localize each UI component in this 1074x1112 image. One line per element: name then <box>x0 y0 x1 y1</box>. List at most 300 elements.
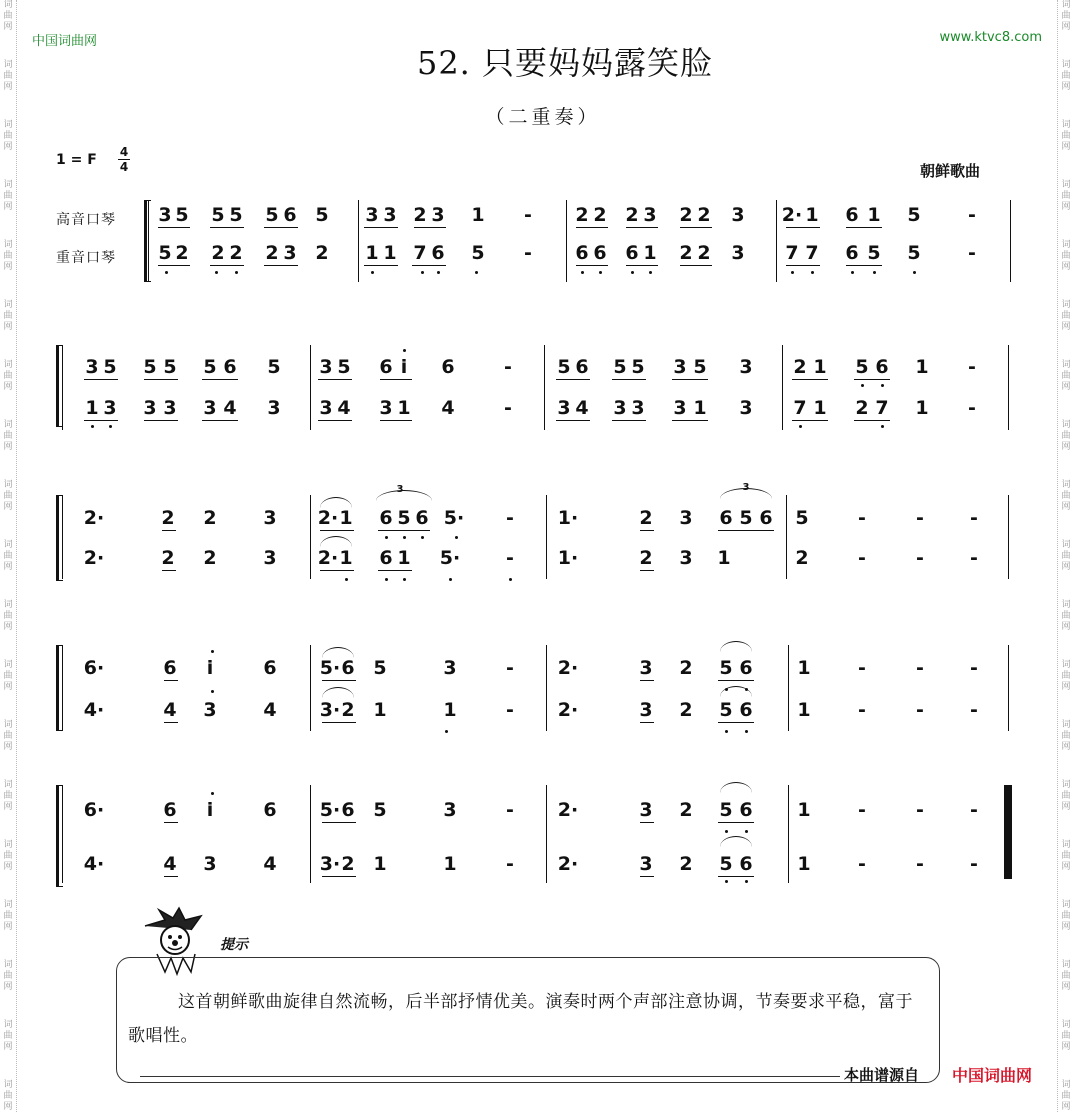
barline <box>62 785 63 883</box>
note: 6 <box>845 242 859 264</box>
note: 6· <box>83 799 105 821</box>
barline <box>786 495 787 579</box>
note: 1 <box>915 397 929 419</box>
note: 4· <box>83 853 105 875</box>
watermark-text: 词 曲 网 <box>1061 240 1071 272</box>
note: 1· <box>557 547 579 569</box>
barline <box>1008 345 1009 430</box>
underline-beam <box>202 420 238 421</box>
note: 5· <box>319 799 341 821</box>
underline-beam <box>576 227 608 228</box>
note: 5 <box>143 356 157 378</box>
note: 3 <box>643 204 657 226</box>
watermark-text: 词 曲 网 <box>1061 480 1071 512</box>
note: 1 <box>867 204 881 226</box>
octave-dot <box>437 271 440 274</box>
octave-dot <box>449 578 452 581</box>
note: 6 <box>341 657 355 679</box>
note: 1 <box>805 204 819 226</box>
underline-beam <box>786 227 820 228</box>
dash: - <box>916 699 924 721</box>
note: 2 <box>793 356 807 378</box>
underline-beam <box>672 379 708 380</box>
note: 1 <box>443 699 457 721</box>
dash: - <box>970 507 978 529</box>
time-signature <box>118 145 130 174</box>
dash: - <box>858 547 866 569</box>
octave-dot <box>211 690 214 693</box>
note: 3 <box>203 397 217 419</box>
barline <box>148 200 149 282</box>
underline-beam <box>164 680 178 681</box>
note: 2 <box>265 242 279 264</box>
note: 2 <box>639 507 653 529</box>
note: 3 <box>639 657 653 679</box>
note: 2 <box>679 657 693 679</box>
note: 6 <box>759 507 773 529</box>
note: i <box>400 356 408 378</box>
note: 1 <box>693 397 707 419</box>
watermark-text: 词 曲 网 <box>3 960 13 992</box>
note: 1 <box>717 547 731 569</box>
note: 3 <box>319 356 333 378</box>
note: 2 <box>625 204 639 226</box>
octave-dot <box>371 271 374 274</box>
note: 6 <box>379 547 393 569</box>
octave-dot <box>725 688 728 691</box>
note: 5· <box>443 507 465 529</box>
slur-mark <box>720 641 752 652</box>
dash: - <box>970 853 978 875</box>
key-signature: 1 = F <box>56 152 97 168</box>
note: 6 <box>625 242 639 264</box>
note: 3 <box>319 397 333 419</box>
note: 2 <box>341 853 355 875</box>
note: 5 <box>693 356 707 378</box>
note: 2 <box>175 242 189 264</box>
final-barline <box>1004 785 1012 879</box>
triplet-mark: 3 <box>396 484 404 495</box>
underline-beam <box>640 530 654 531</box>
note: 4· <box>83 699 105 721</box>
note: 3 <box>631 397 645 419</box>
dash: - <box>916 799 924 821</box>
dash: - <box>968 356 976 378</box>
note: 2· <box>83 547 105 569</box>
underline-beam <box>322 876 356 877</box>
note: 1 <box>365 242 379 264</box>
note: 5 <box>557 356 571 378</box>
note: 1 <box>813 356 827 378</box>
barline <box>776 200 777 282</box>
note: 1 <box>373 699 387 721</box>
note: 3 <box>739 356 753 378</box>
note: 3 <box>203 853 217 875</box>
note: 6 <box>415 507 429 529</box>
note: 6 <box>163 657 177 679</box>
octave-dot <box>745 730 748 733</box>
underline-beam <box>640 570 654 571</box>
note: 5 <box>719 853 733 875</box>
watermark-text: 词 曲 网 <box>1061 1020 1071 1052</box>
note: 5 <box>907 242 921 264</box>
barline <box>546 495 547 579</box>
note: 1 <box>339 507 353 529</box>
watermark-text: 词 曲 网 <box>3 0 13 32</box>
note: 1 <box>443 853 457 875</box>
slur-mark <box>320 536 352 547</box>
note: 6 <box>739 657 753 679</box>
note: 7 <box>793 397 807 419</box>
octave-dot <box>881 425 884 428</box>
note: 3 <box>613 397 627 419</box>
underline-beam <box>718 822 754 823</box>
note: 1 <box>373 853 387 875</box>
watermark-text: 词 曲 网 <box>3 600 13 632</box>
underline-beam <box>210 227 244 228</box>
note: 5 <box>397 507 411 529</box>
underline-beam <box>680 227 712 228</box>
octave-dot <box>403 578 406 581</box>
octave-dot <box>403 536 406 539</box>
note: 1· <box>557 507 579 529</box>
dash: - <box>524 242 532 264</box>
note: 2 <box>593 204 607 226</box>
note: 2 <box>229 242 243 264</box>
note: 5 <box>267 356 281 378</box>
note: 1 <box>339 547 353 569</box>
note: 2· <box>557 853 579 875</box>
octave-dot <box>599 271 602 274</box>
octave-dot <box>881 384 884 387</box>
note: 5 <box>265 204 279 226</box>
watermark-text: 词 曲 网 <box>1061 540 1071 572</box>
note: 3 <box>379 397 393 419</box>
barline <box>782 345 783 430</box>
note: 1 <box>797 799 811 821</box>
underline-beam <box>854 420 890 421</box>
note: 2 <box>203 547 217 569</box>
underline-beam <box>640 680 654 681</box>
note: 3· <box>319 699 341 721</box>
watermark-text: 词 曲 网 <box>1061 420 1071 452</box>
dash: - <box>858 507 866 529</box>
note: 3 <box>283 242 297 264</box>
note: 2 <box>211 242 225 264</box>
watermark-text: 词 曲 网 <box>3 480 13 512</box>
octave-dot <box>509 578 512 581</box>
underline-beam <box>412 265 446 266</box>
note: 2 <box>795 547 809 569</box>
note: 5 <box>739 507 753 529</box>
octave-dot <box>745 880 748 883</box>
note: 2 <box>855 397 869 419</box>
barline <box>788 785 789 883</box>
underline-beam <box>84 379 118 380</box>
underline-beam <box>854 379 890 380</box>
underline-beam <box>158 265 190 266</box>
note: 6 <box>263 657 277 679</box>
dash: - <box>968 397 976 419</box>
barline <box>546 785 547 883</box>
note: 4 <box>163 699 177 721</box>
underline-beam <box>626 265 658 266</box>
tip-label: 提示 <box>220 937 248 953</box>
note: 7 <box>785 242 799 264</box>
note: 1 <box>797 657 811 679</box>
underline-beam <box>380 420 412 421</box>
note: 5 <box>163 356 177 378</box>
octave-dot <box>385 578 388 581</box>
note: 2 <box>697 242 711 264</box>
watermark-text: 词 曲 网 <box>1061 960 1071 992</box>
note: 3 <box>263 547 277 569</box>
underline-beam <box>626 227 658 228</box>
dash: - <box>916 507 924 529</box>
dash: - <box>858 853 866 875</box>
note: 5· <box>439 547 461 569</box>
note: 6 <box>379 356 393 378</box>
note: 2 <box>697 204 711 226</box>
note: 5 <box>471 242 485 264</box>
note: 2 <box>679 242 693 264</box>
underline-beam <box>576 265 608 266</box>
barline <box>310 345 311 430</box>
note: 1 <box>471 204 485 226</box>
note: 3 <box>673 397 687 419</box>
watermark-text: 词 曲 网 <box>1061 0 1071 32</box>
note: 5 <box>719 657 733 679</box>
note: 5 <box>867 242 881 264</box>
note: 2 <box>161 547 175 569</box>
slur-mark <box>322 647 354 658</box>
underline-beam <box>322 722 356 723</box>
left-watermark-strip <box>0 0 17 1112</box>
note: 3 <box>739 397 753 419</box>
tip-text: 这首朝鲜歌曲旋律自然流畅，后半部抒情优美。演奏时两个声部注意协调，节奏要求平稳，富于歌唱性。 <box>128 992 913 1046</box>
watermark-text: 词 曲 网 <box>1061 180 1071 212</box>
underline-beam <box>640 722 654 723</box>
note: 3 <box>679 547 693 569</box>
site-name-watermark: 中国词曲网 <box>32 34 98 49</box>
underline-beam <box>320 570 354 571</box>
underline-beam <box>846 265 882 266</box>
note: 2· <box>317 507 339 529</box>
watermark-text: 词 曲 网 <box>3 300 13 332</box>
underline-beam <box>556 420 590 421</box>
note: 2 <box>315 242 329 264</box>
watermark-text: 词 曲 网 <box>1061 300 1071 332</box>
site-url-watermark: www.ktvc8.com <box>939 30 1042 45</box>
underline-beam <box>612 420 646 421</box>
note: 4 <box>163 853 177 875</box>
note: 5 <box>907 204 921 226</box>
note: 1 <box>397 397 411 419</box>
octave-dot <box>421 271 424 274</box>
note: 5 <box>719 699 733 721</box>
octave-dot <box>165 271 168 274</box>
note: 4 <box>223 397 237 419</box>
watermark-text: 词 曲 网 <box>3 240 13 272</box>
underline-beam <box>322 680 356 681</box>
watermark-text: 词 曲 网 <box>1061 60 1071 92</box>
note: 3 <box>103 397 117 419</box>
note: 1 <box>383 242 397 264</box>
note: 5 <box>613 356 627 378</box>
note: 5 <box>795 507 809 529</box>
note: 3 <box>639 799 653 821</box>
dash: - <box>858 657 866 679</box>
octave-dot <box>445 730 448 733</box>
note: 3 <box>731 204 745 226</box>
underline-beam <box>202 379 238 380</box>
watermark-text: 词 曲 网 <box>1061 120 1071 152</box>
note: 2 <box>679 799 693 821</box>
note: 3 <box>383 204 397 226</box>
note: 2 <box>575 204 589 226</box>
note: 2 <box>679 699 693 721</box>
note: 5 <box>229 204 243 226</box>
watermark-text: 词 曲 网 <box>3 720 13 752</box>
note: 3 <box>158 204 172 226</box>
watermark-text: 词 曲 网 <box>3 660 13 692</box>
note: 5 <box>373 657 387 679</box>
watermark-text: 词 曲 网 <box>3 840 13 872</box>
barline <box>1008 645 1009 731</box>
underline-beam <box>364 227 398 228</box>
note: 3 <box>267 397 281 419</box>
underline-beam <box>144 420 178 421</box>
underline-beam <box>264 265 298 266</box>
underline-beam <box>718 530 774 531</box>
underline-beam <box>378 570 412 571</box>
barline <box>358 200 359 282</box>
source-label: 本曲谱源自 <box>844 1066 920 1084</box>
note: 3· <box>319 853 341 875</box>
barline <box>566 200 567 282</box>
barline <box>62 345 63 430</box>
note: 5 <box>175 204 189 226</box>
watermark-text: 词 曲 网 <box>3 60 13 92</box>
note: 2 <box>679 853 693 875</box>
dash: - <box>970 699 978 721</box>
dash: - <box>506 853 514 875</box>
note: 1 <box>813 397 827 419</box>
watermark-text: 词 曲 网 <box>3 180 13 212</box>
octave-dot <box>913 271 916 274</box>
dash: - <box>916 657 924 679</box>
note: 7 <box>413 242 427 264</box>
underline-beam <box>164 822 178 823</box>
score-title: 52. 只要妈妈露笑脸 <box>416 44 714 82</box>
underline-beam <box>612 379 646 380</box>
note: 2· <box>317 547 339 569</box>
barline <box>310 785 311 883</box>
note: 5 <box>103 356 117 378</box>
note: 3 <box>163 397 177 419</box>
note: 6 <box>575 356 589 378</box>
note: 6 <box>845 204 859 226</box>
underline-beam <box>414 227 446 228</box>
underline-beam <box>786 265 820 266</box>
watermark-text: 词 曲 网 <box>1061 600 1071 632</box>
watermark-text: 词 曲 网 <box>3 120 13 152</box>
note: 6 <box>739 699 753 721</box>
dash: - <box>504 397 512 419</box>
note: 6 <box>283 204 297 226</box>
note: 6 <box>379 507 393 529</box>
watermark-text: 词 曲 网 <box>3 420 13 452</box>
underline-beam <box>718 722 754 723</box>
note: 2 <box>413 204 427 226</box>
slur-mark <box>720 782 752 793</box>
barline <box>1010 200 1011 282</box>
note: 4 <box>263 853 277 875</box>
underline-beam <box>378 530 430 531</box>
watermark-text: 词 曲 网 <box>3 540 13 572</box>
note: 5· <box>319 657 341 679</box>
note: 3 <box>365 204 379 226</box>
note: 6· <box>83 657 105 679</box>
octave-dot <box>345 578 348 581</box>
watermark-text: 词 曲 网 <box>3 900 13 932</box>
note: 6 <box>739 853 753 875</box>
octave-dot <box>745 688 748 691</box>
dash: - <box>970 547 978 569</box>
note: 2 <box>341 699 355 721</box>
underline-beam <box>210 265 244 266</box>
note: 5 <box>855 356 869 378</box>
octave-dot <box>811 271 814 274</box>
watermark-text: 词 曲 网 <box>3 780 13 812</box>
underline-beam <box>364 265 398 266</box>
underline-beam <box>846 227 882 228</box>
note: 3 <box>639 853 653 875</box>
octave-dot <box>861 384 864 387</box>
barline <box>546 645 547 731</box>
watermark-text: 词 曲 网 <box>1061 840 1071 872</box>
note: 7 <box>875 397 889 419</box>
underline-beam <box>640 876 654 877</box>
note: 5 <box>203 356 217 378</box>
note: 5 <box>373 799 387 821</box>
octave-dot <box>455 536 458 539</box>
composer-credit: 朝鲜歌曲 <box>920 162 981 180</box>
watermark-text: 词 曲 网 <box>1061 780 1071 812</box>
part-label-upper: 高音口琴 <box>56 212 116 228</box>
note: 7 <box>805 242 819 264</box>
note: 2 <box>639 547 653 569</box>
note: 1 <box>85 397 99 419</box>
dash: - <box>968 204 976 226</box>
underline-beam <box>380 379 412 380</box>
note: 3 <box>431 204 445 226</box>
octave-dot <box>725 730 728 733</box>
watermark-text: 词 曲 网 <box>1061 900 1071 932</box>
underline-beam <box>792 420 828 421</box>
note: 6 <box>719 507 733 529</box>
dash: - <box>968 242 976 264</box>
barline <box>310 645 311 731</box>
note: 5 <box>315 204 329 226</box>
note: 2· <box>557 657 579 679</box>
slur-mark <box>376 490 432 501</box>
note: 2 <box>679 204 693 226</box>
slur-mark <box>322 687 354 698</box>
dash: - <box>506 657 514 679</box>
note: 4 <box>441 397 455 419</box>
octave-dot <box>799 425 802 428</box>
